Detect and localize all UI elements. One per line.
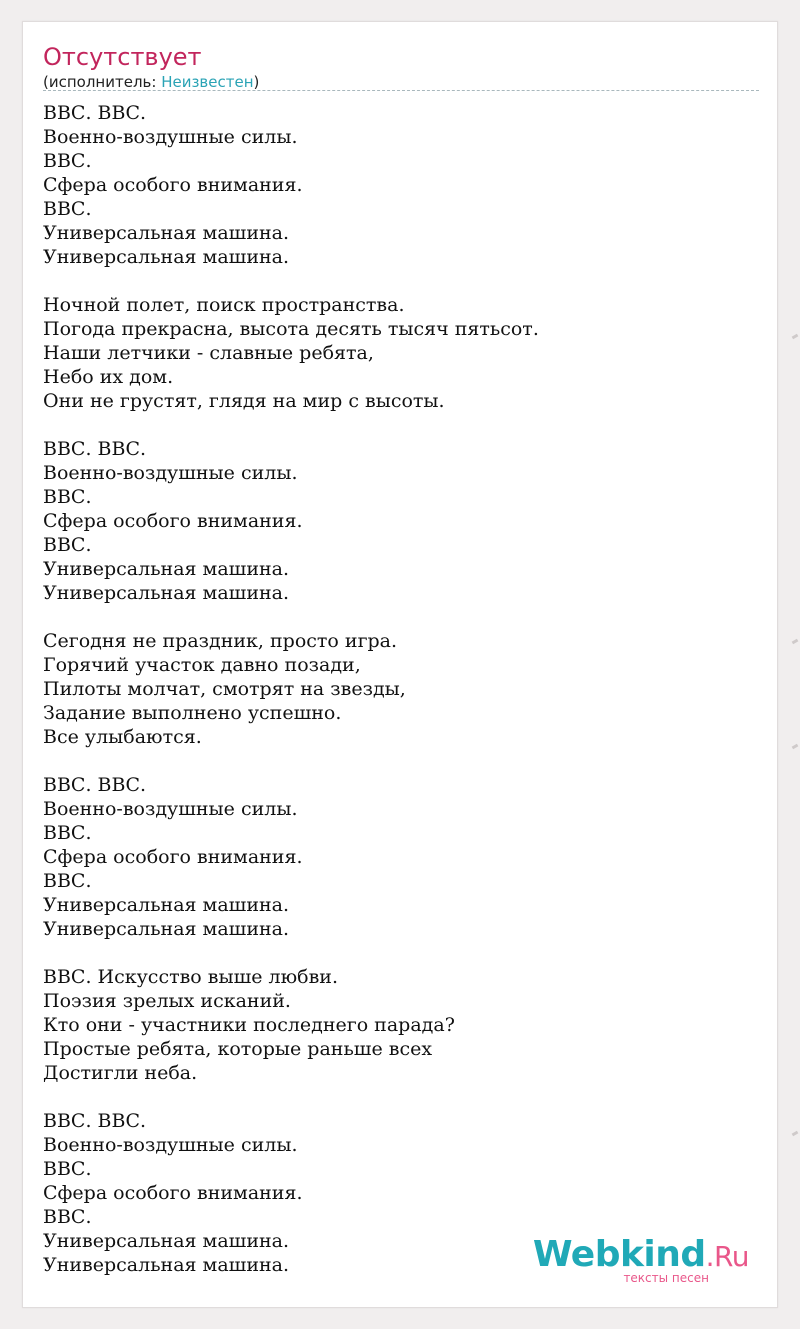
lyrics-stanza [43,101,759,269]
edge-decoration [792,334,799,340]
lyrics-line: ВВС. [43,1158,92,1180]
lyrics-card [22,21,778,1308]
song-header [43,42,759,92]
lyrics-line: Военно-воздушные силы. [43,1134,298,1156]
logo-tagline: тексты песен [623,1271,709,1285]
lyrics-line: Поэзия зрелых исканий. [43,990,291,1012]
lyrics-line: Все улыбаются. [43,726,202,748]
lyrics-line: Ночной полет, поиск пространства. [43,294,405,316]
lyrics-line: ВВС. ВВС. [43,438,147,460]
artist-suffix: ) [253,73,260,91]
logo-wordmark [532,1234,749,1275]
lyrics-line: Наши летчики - славные ребята, [43,342,374,364]
lyrics-line: Сфера особого внимания. [43,846,303,868]
lyrics-line: Военно-воздушные силы. [43,462,298,484]
webkind-logo[interactable] [532,1234,749,1285]
lyrics-line: Универсальная машина. [43,894,290,916]
artist-link[interactable]: Неизвестен [161,73,254,91]
lyrics-line: ВВС. ВВС. [43,1110,147,1132]
header-divider [43,90,759,91]
lyrics-line: ВВС. Искусство выше любви. [43,966,338,988]
lyrics-line: Сфера особого внимания. [43,174,303,196]
lyrics-line: Универсальная машина. [43,222,290,244]
lyrics-stanza [43,965,759,1085]
lyrics-line: ВВС. ВВС. [43,102,147,124]
artist-prefix: (исполнитель: [43,73,162,91]
lyrics-line: ВВС. ВВС. [43,774,147,796]
lyrics-line: Универсальная машина. [43,246,290,268]
lyrics-line: Военно-воздушные силы. [43,126,298,148]
lyrics-line: ВВС. [43,486,92,508]
artist-line [43,72,759,92]
lyrics-line: Горячий участок давно позади, [43,654,361,676]
lyrics-line: Простые ребята, которые раньше всех [43,1038,433,1060]
lyrics-line: ВВС. [43,198,92,220]
edge-decoration [792,744,799,750]
lyrics-line: Небо их дом. [43,366,174,388]
lyrics-line: Кто они - участники последнего парада? [43,1014,455,1036]
edge-decoration [792,639,799,645]
lyrics-line: Сегодня не праздник, просто игра. [43,630,398,652]
lyrics-line: Универсальная машина. [43,1230,290,1252]
lyrics-stanza [43,437,759,605]
lyrics-line: ВВС. [43,870,92,892]
lyrics-stanza [43,293,759,413]
lyrics-line: Сфера особого внимания. [43,510,303,532]
lyrics-line: ВВС. [43,150,92,172]
lyrics-line: Сфера особого внимания. [43,1182,303,1204]
lyrics-line: Они не грустят, глядя на мир с высоты. [43,390,445,412]
lyrics-stanza [43,773,759,941]
lyrics-line: ВВС. [43,1206,92,1228]
lyrics-line: Универсальная машина. [43,918,290,940]
lyrics-line: Военно-воздушные силы. [43,798,298,820]
lyrics-line: ВВС. [43,822,92,844]
lyrics-line: Универсальная машина. [43,558,290,580]
lyrics-line: Универсальная машина. [43,1254,290,1276]
logo-tld: .Ru [705,1240,749,1273]
lyrics-line: Достигли неба. [43,1062,198,1084]
edge-decoration [792,1131,799,1137]
logo-brand: Webkind [532,1234,706,1275]
lyrics-line: Пилоты молчат, смотрят на звезды, [43,678,406,700]
lyrics-stanza [43,629,759,749]
lyrics-line: Универсальная машина. [43,582,290,604]
song-title: Отсутствует [43,43,202,71]
lyrics-line: Погода прекрасна, высота десять тысяч пятьсот. [43,318,539,340]
lyrics-text [43,101,759,1301]
lyrics-line: Задание выполнено успешно. [43,702,342,724]
lyrics-line: ВВС. [43,534,92,556]
